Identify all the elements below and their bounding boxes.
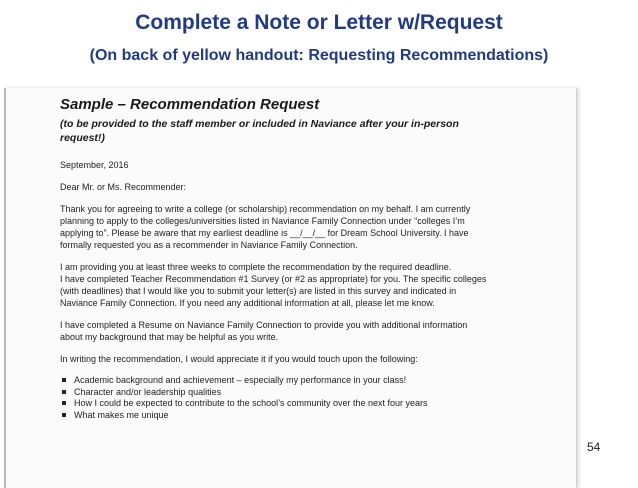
page-number: 54 (587, 440, 601, 454)
paragraph-thanks (60, 203, 560, 251)
paragraph-line: I have completed a Resume on Naviance Family Connection to provide you with additional information (60, 320, 468, 330)
paragraph-intro-list (60, 353, 560, 365)
document-body (60, 96, 560, 421)
paragraph-line: I am providing you at least three weeks to complete the recommendation by the required deadline. (60, 262, 452, 272)
paragraph-line: (with deadlines) that I would like you to submit your letter(s) are listed in this survey and indicated in (60, 286, 457, 296)
document-page (4, 88, 577, 488)
paragraph-line: I have completed Teacher Recommendation #1 Survey (or #2 as appropriate) for you. The specific colleges (60, 274, 487, 284)
paragraph-line: about my background that may be helpful as you write. (60, 332, 279, 342)
letter-date: September, 2016 (60, 160, 129, 170)
paragraph-line: Thank you for agreeing to write a college (or scholarship) recommendation on my behalf. I am currently (60, 204, 471, 214)
paragraph-line: In writing the recommendation, I would appreciate it if you would touch upon the following: (60, 354, 418, 364)
list-item: Character and/or leadership qualities (60, 387, 560, 399)
paragraph-line: Naviance Family Connection. If you need any additional information at all, please let me know. (60, 298, 435, 308)
document-subtitle (60, 117, 560, 145)
slide-subtitle: (On back of yellow handout: Requesting Recommendations) (89, 47, 549, 64)
slide-title: Complete a Note or Letter w/Request (135, 11, 503, 34)
document-title: Sample – Recommendation Request (60, 96, 320, 113)
paragraph-resume (60, 319, 560, 343)
list-item: What makes me unique (60, 410, 560, 422)
paragraph-timeline (60, 261, 560, 309)
document-subtitle-line: (to be provided to the staff member or included in Naviance after your in-person (60, 118, 459, 130)
list-item: How I could be expected to contribute to the school’s community over the next four years (60, 398, 560, 410)
list-item: Academic background and achievement – especially my performance in your class! (60, 375, 560, 387)
paragraph-line: formally requested you as a recommender in Naviance Family Connection. (60, 240, 358, 250)
document-subtitle-line: request!) (60, 132, 105, 144)
paragraph-line: applying to”. Please be aware that my earliest deadline is __/__/__ for Dream School University. I have (60, 228, 469, 238)
topics-list (60, 375, 560, 421)
letter-salutation: Dear Mr. or Ms. Recommender: (60, 182, 187, 192)
paragraph-line: planning to apply to the colleges/universities listed in Naviance Family Connection under “colleges I’m (60, 216, 465, 226)
